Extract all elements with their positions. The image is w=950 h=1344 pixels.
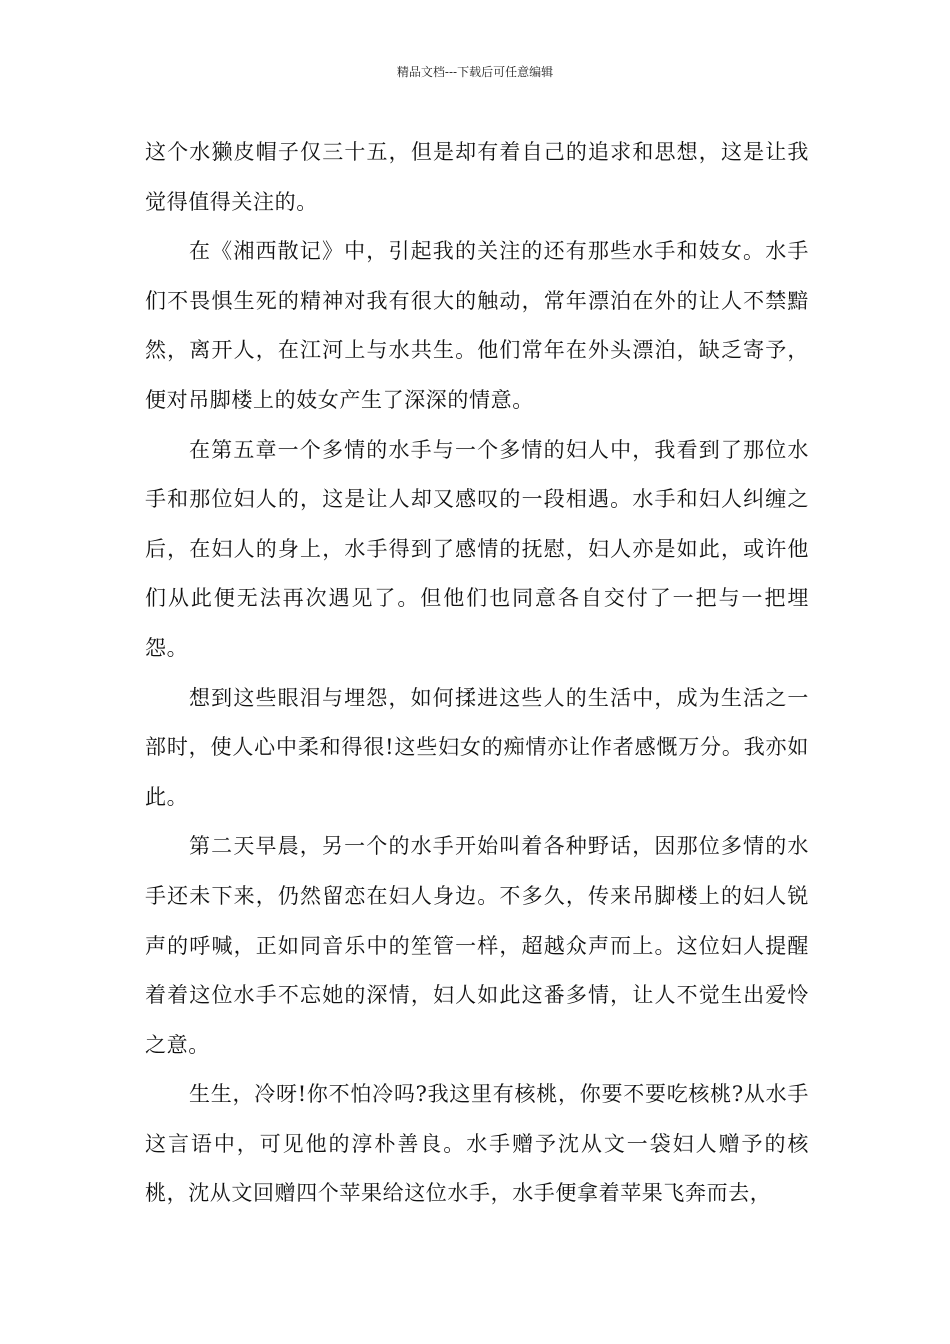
paragraph: 第二天早晨，另一个的水手开始叫着各种野话，因那位多情的水手还未下来，仍然留恋在妇人身边。不多久，传来吊脚楼上的妇人锐声的呼喊，正如同音乐中的笙管一样，超越众声而上。这位妇人提醒着着这位水手不忘她的深情，妇人如此这番多情，让人不觉生出爱怜之意。 bbox=[145, 834, 809, 1057]
paragraph: 生生，冷呀!你不怕冷吗?我这里有核桃，你要不要吃核桃?从水手这言语中，可见他的淳朴善良。水手赠予沈从文一袋妇人赠予的核桃，沈从文回赠四个苹果给这位水手，水手便拿着苹果飞奔而去， bbox=[145, 1082, 809, 1206]
paragraph: 这个水獭皮帽子仅三十五，但是却有着自己的追求和思想，这是让我觉得值得关注的。 bbox=[145, 140, 809, 214]
paragraph: 想到这些眼泪与埋怨，如何揉进这些人的生活中，成为生活之一部时，使人心中柔和得很!这些妇女的痴情亦让作者感慨万分。我亦如此。 bbox=[145, 685, 809, 809]
paragraph: 在第五章一个多情的水手与一个多情的妇人中，我看到了那位水手和那位妇人的，这是让人却又感叹的一段相遇。水手和妇人纠缠之后，在妇人的身上，水手得到了感情的抚慰，妇人亦是如此，或许他们从此便无法再次遇见了。但他们也同意各自交付了一把与一把埋怨。 bbox=[145, 437, 809, 660]
document-body bbox=[145, 128, 809, 1219]
page-header: 精品文档---下载后可任意编辑 bbox=[396, 65, 554, 79]
paragraph: 在《湘西散记》中，引起我的关注的还有那些水手和妓女。水手们不畏惧生死的精神对我有很大的触动，常年漂泊在外的让人不禁黯然，离开人，在江河上与水共生。他们常年在外头漂泊，缺乏寄予，便对吊脚楼上的妓女产生了深深的情意。 bbox=[145, 239, 809, 412]
